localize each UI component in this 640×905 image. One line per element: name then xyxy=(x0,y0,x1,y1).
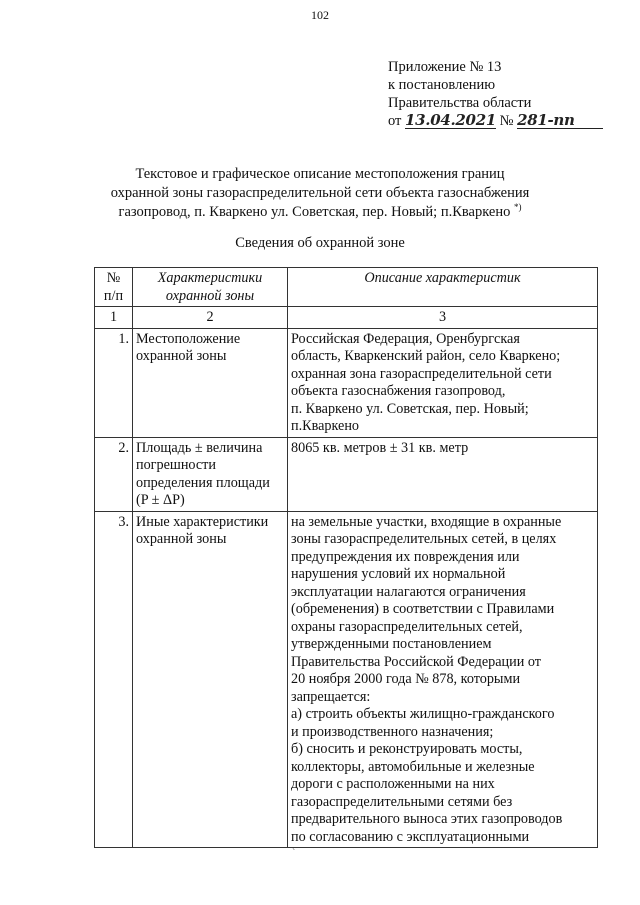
header-cell: Описание характеристик xyxy=(288,268,598,307)
title-line-3-text: газопровод, п. Кваркено ул. Советская, пер. Новый; п.Кваркено xyxy=(118,204,511,220)
characteristic-description-cell: на земельные участки, входящие в охранные зоны газораспределительных сетей, в целях предупреждения их повреждения или нарушения условий их нормальной эксплуатации налагаются ограничения (обременения) в соответствии с Правилами охраны газораспределительных сетей, утвержденными постановлением Правительства Российской Федерации от 20 ноября 2000 года № 878, которыми запрещается: а) строить объекты жилищно-гражданского и производственного назначения; б) сносить и реконструировать мосты, коллекторы, автомобильные и железные дороги с расположенными на них газораспределительными сетями без предварительного выноса этих газопроводов по согласованию с эксплуатационными xyxy=(288,511,598,848)
table-row xyxy=(95,328,598,437)
appendix-line-2: к постановлению xyxy=(388,77,496,93)
number-sign: № xyxy=(499,113,514,129)
page-number: 102 xyxy=(311,8,329,22)
appendix-line-4 xyxy=(388,112,603,130)
document-title xyxy=(60,165,580,222)
table-row xyxy=(95,437,598,511)
footnote-mark: *) xyxy=(513,202,522,213)
column-number-row xyxy=(95,307,598,329)
header-cell: № п/п xyxy=(95,268,133,307)
title-line-3 xyxy=(60,203,580,222)
protection-zone-table xyxy=(94,267,598,848)
appendix-header xyxy=(388,58,603,130)
appendix-date-prefix: от xyxy=(388,113,402,129)
appendix-line-3: Правительства области xyxy=(388,95,532,111)
table-header-row xyxy=(95,268,598,307)
header-cell: Характеристики охранной зоны xyxy=(133,268,288,307)
row-number-cell: 2. xyxy=(95,437,133,511)
characteristic-description-cell: Российская Федерация, Оренбургская область, Кваркенский район, село Кваркено; охранная зона газораспределительной сети объекта газоснабжения газопровод, п. Кваркено ул. Советская, пер. Новый; п.Кваркено xyxy=(288,328,598,437)
characteristic-description-cell: 8065 кв. метров ± 31 кв. метр xyxy=(288,437,598,511)
section-subtitle: Сведения об охранной зоне xyxy=(235,235,405,251)
handwritten-number: 281-пп xyxy=(517,113,603,129)
row-number-cell: 3. xyxy=(95,511,133,848)
column-number-cell: 2 xyxy=(133,307,288,329)
column-number-cell: 3 xyxy=(288,307,598,329)
characteristic-name-cell: Иные характеристики охранной зоны xyxy=(133,511,288,848)
characteristic-name-cell: Местоположение охранной зоны xyxy=(133,328,288,437)
row-number-cell: 1. xyxy=(95,328,133,437)
handwritten-date: 13.04.2021 xyxy=(405,111,496,129)
characteristic-name-cell: Площадь ± величина погрешности определения площади (P ± ΔP) xyxy=(133,437,288,511)
table-row xyxy=(95,511,598,848)
title-line-2: охранной зоны газораспределительной сети объекта газоснабжения xyxy=(110,185,530,201)
footer-mark: ` xyxy=(292,848,296,859)
title-line-1: Текстовое и графическое описание местоположения границ xyxy=(135,166,505,182)
appendix-line-1: Приложение № 13 xyxy=(388,59,502,75)
column-number-cell: 1 xyxy=(95,307,133,329)
